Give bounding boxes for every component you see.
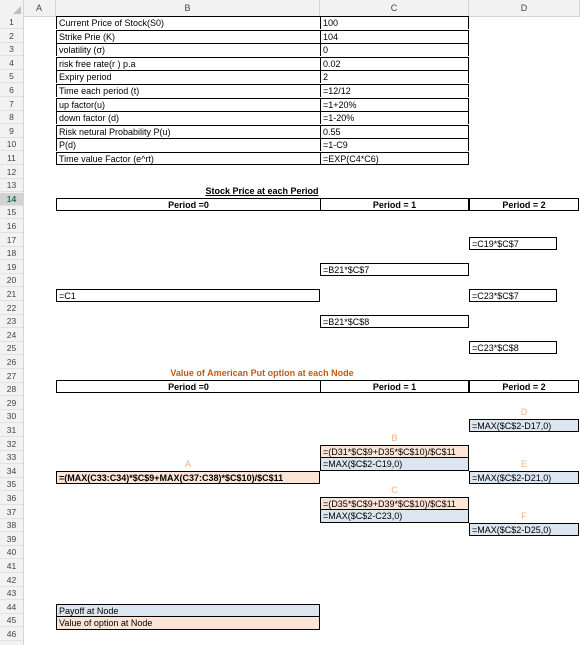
- input-value[interactable]: =1+20%: [320, 98, 469, 111]
- input-label[interactable]: Current Price of Stock(S0): [56, 16, 320, 29]
- row-header-32[interactable]: 32: [0, 438, 23, 451]
- option-period1-header[interactable]: Period = 1: [320, 380, 469, 393]
- row-header-38[interactable]: 38: [0, 519, 23, 532]
- cell-d25[interactable]: =C23*$C$8: [469, 341, 557, 354]
- input-label[interactable]: Risk netural Probability P(u): [56, 125, 320, 138]
- row-header-17[interactable]: 17: [0, 234, 23, 247]
- node-label-b: B: [391, 433, 398, 443]
- row-header-bar: [0, 16, 24, 645]
- row-header-4[interactable]: 4: [0, 57, 23, 70]
- row-header-7[interactable]: 7: [0, 98, 23, 111]
- cell-c19[interactable]: =B21*$C$7: [320, 263, 469, 276]
- column-header-c[interactable]: C: [320, 0, 469, 16]
- row-header-46[interactable]: 46: [0, 628, 23, 641]
- input-value[interactable]: 100: [320, 16, 469, 29]
- node-label-f: F: [521, 511, 527, 521]
- row-header-1[interactable]: 1: [0, 16, 23, 29]
- node-label-e: E: [520, 459, 527, 469]
- row-header-34[interactable]: 34: [0, 465, 23, 478]
- node-label-d: D: [520, 407, 528, 417]
- row-header-31[interactable]: 31: [0, 424, 23, 437]
- row-header-10[interactable]: 10: [0, 138, 23, 151]
- row-header-43[interactable]: 43: [0, 587, 23, 600]
- input-label[interactable]: Time each period (t): [56, 84, 320, 97]
- legend-value[interactable]: Value of option at Node: [56, 617, 320, 630]
- row-header-20[interactable]: 20: [0, 274, 23, 287]
- input-value[interactable]: 0.55: [320, 125, 469, 138]
- cell-c23[interactable]: =B21*$C$8: [320, 315, 469, 328]
- row-header-40[interactable]: 40: [0, 546, 23, 559]
- input-value[interactable]: =EXP(C4*C6): [320, 152, 469, 165]
- input-value[interactable]: =1-C9: [320, 138, 469, 151]
- cell-d21[interactable]: =C23*$C$7: [469, 289, 557, 302]
- cell-b35[interactable]: =(MAX(C33:C34)*$C$9+MAX(C37:C38)*$C$10)/$C$11: [56, 471, 320, 484]
- row-header-25[interactable]: 25: [0, 342, 23, 355]
- row-header-16[interactable]: 16: [0, 220, 23, 233]
- stock-period2-header[interactable]: Period = 2: [469, 198, 579, 211]
- cell-d17[interactable]: =C19*$C$7: [469, 237, 557, 250]
- row-header-3[interactable]: 3: [0, 43, 23, 56]
- row-header-12[interactable]: 12: [0, 166, 23, 179]
- row-header-11[interactable]: 11: [0, 152, 23, 165]
- column-header-a[interactable]: A: [23, 0, 56, 16]
- row-header-30[interactable]: 30: [0, 410, 23, 423]
- row-header-19[interactable]: 19: [0, 261, 23, 274]
- row-header-26[interactable]: 26: [0, 356, 23, 369]
- cell-c33[interactable]: =(D31*$C$9+D35*$C$10)/$C$11: [320, 445, 469, 458]
- row-header-41[interactable]: 41: [0, 560, 23, 573]
- cell-d35[interactable]: =MAX($C$2-D21,0): [469, 471, 579, 484]
- row-header-24[interactable]: 24: [0, 329, 23, 342]
- row-header-5[interactable]: 5: [0, 70, 23, 83]
- cell-c37[interactable]: =(D35*$C$9+D39*$C$10)/$C$11: [320, 497, 469, 510]
- input-value[interactable]: =1-20%: [320, 111, 469, 124]
- input-label[interactable]: Expiry period: [56, 70, 320, 83]
- input-value[interactable]: 104: [320, 30, 469, 43]
- column-header-bar: [0, 0, 580, 17]
- input-value[interactable]: 0: [320, 43, 469, 56]
- row-header-23[interactable]: 23: [0, 315, 23, 328]
- stock-section-title: Stock Price at each Period: [205, 186, 319, 196]
- cell-d39[interactable]: =MAX($C$2-D25,0): [469, 523, 579, 536]
- row-header-18[interactable]: 18: [0, 247, 23, 260]
- input-label[interactable]: P(d): [56, 138, 320, 151]
- row-header-44[interactable]: 44: [0, 601, 23, 614]
- input-label[interactable]: Strike Prie (K): [56, 30, 320, 43]
- input-value[interactable]: 2: [320, 70, 469, 83]
- cell-d31[interactable]: =MAX($C$2-D17,0): [469, 419, 579, 432]
- row-header-39[interactable]: 39: [0, 533, 23, 546]
- option-period2-header[interactable]: Period = 2: [469, 380, 579, 393]
- stock-period1-header[interactable]: Period = 1: [320, 198, 469, 211]
- row-header-9[interactable]: 9: [0, 125, 23, 138]
- row-header-15[interactable]: 15: [0, 206, 23, 219]
- option-section-title: Value of American Put option at each Node: [170, 368, 354, 378]
- row-header-6[interactable]: 6: [0, 84, 23, 97]
- cell-b21[interactable]: =C1: [56, 289, 320, 302]
- row-header-27[interactable]: 27: [0, 370, 23, 383]
- row-header-33[interactable]: 33: [0, 451, 23, 464]
- row-header-35[interactable]: 35: [0, 478, 23, 491]
- input-label[interactable]: up factor(u): [56, 98, 320, 111]
- row-header-36[interactable]: 36: [0, 492, 23, 505]
- select-all-button[interactable]: [0, 0, 24, 16]
- stock-period0-header[interactable]: Period =0: [56, 198, 320, 211]
- row-header-22[interactable]: 22: [0, 302, 23, 315]
- row-header-2[interactable]: 2: [0, 30, 23, 43]
- option-period0-header[interactable]: Period =0: [56, 380, 320, 393]
- cell-c34[interactable]: =MAX($C$2-C19,0): [320, 458, 469, 471]
- row-header-28[interactable]: 28: [0, 383, 23, 396]
- input-label[interactable]: volatility (σ): [56, 43, 320, 56]
- node-label-a: A: [184, 459, 191, 469]
- legend-payoff[interactable]: Payoff at Node: [56, 604, 320, 617]
- row-header-37[interactable]: 37: [0, 506, 23, 519]
- node-label-c: C: [391, 485, 398, 495]
- worksheet-grid[interactable]: [23, 16, 580, 645]
- input-label[interactable]: Time value Factor (e^rt): [56, 152, 320, 165]
- cell-c38[interactable]: =MAX($C$2-C23,0): [320, 510, 469, 523]
- row-header-8[interactable]: 8: [0, 111, 23, 124]
- input-label[interactable]: risk free rate(r ) p.a: [56, 57, 320, 70]
- column-header-d[interactable]: D: [469, 0, 580, 16]
- input-value[interactable]: =12/12: [320, 84, 469, 97]
- row-header-21[interactable]: 21: [0, 288, 23, 301]
- input-label[interactable]: down factor (d): [56, 111, 320, 124]
- row-header-45[interactable]: 45: [0, 614, 23, 627]
- input-value[interactable]: 0.02: [320, 57, 469, 70]
- row-header-14[interactable]: 14: [0, 193, 23, 206]
- row-header-29[interactable]: 29: [0, 397, 23, 410]
- column-header-b[interactable]: B: [56, 0, 320, 16]
- row-header-42[interactable]: 42: [0, 574, 23, 587]
- row-header-13[interactable]: 13: [0, 179, 23, 192]
